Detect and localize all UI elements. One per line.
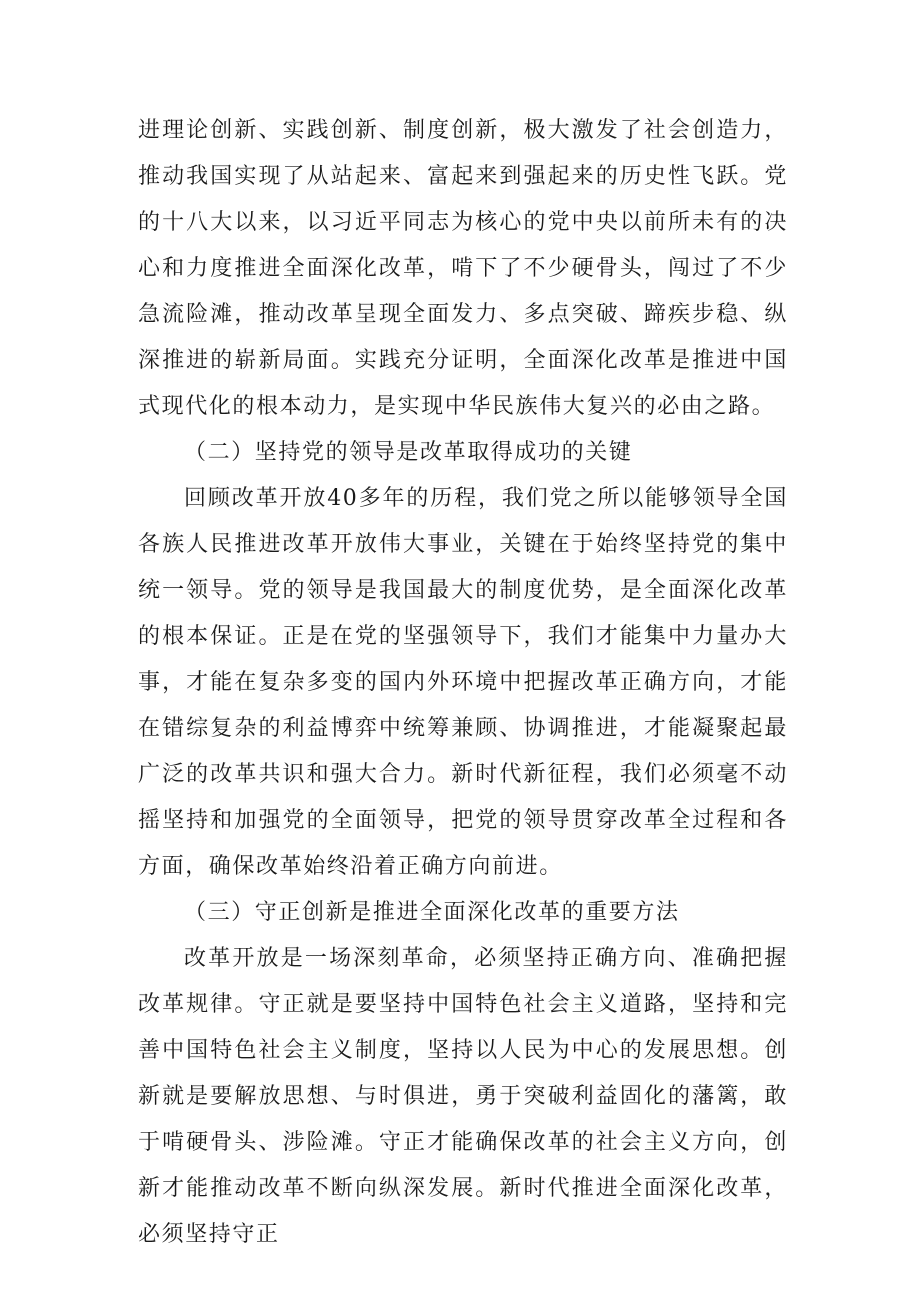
section-heading-2: （二）坚持党的领导是改革取得成功的关键 [184, 440, 633, 465]
paragraph-continued: 进理论创新、实践创新、制度创新，极大激发了社会创造力，推动我国实现了从站起来、富起来到强起来的历史性飞跃。党的十八大以来，以习近平同志为核心的党中央以前所未有的决心和力度推进全面深化改革，啃下了不少硬骨头，闯过了不少急流险滩，推动改革呈现全面发力、多点突破、蹄疾步稳、纵深推进的崭新局面。实践充分证明，全面深化改革是推进中国式现代化的根本动力，是实现中华民族伟大复兴的必由之路。 [138, 118, 788, 419]
document-body [138, 108, 788, 1258]
section-heading-3: （三）守正创新是推进全面深化改革的重要方法 [184, 900, 680, 925]
paragraph-innovation: 改革开放是一场深刻革命，必须坚持正确方向、准确把握改革规律。守正就是要坚持中国特色社会主义道路，坚持和完善中国特色社会主义制度，坚持以人民为中心的发展思想。创新就是要解放思想、与时俱进，勇于突破利益固化的藩篱，敢于啃硬骨头、涉险滩。守正才能确保改革的社会主义方向，创新才能推动改革不断向纵深发展。新时代推进全面深化改革，必须坚持守正 [138, 946, 788, 1247]
paragraph-party-leadership: 回顾改革开放40多年的历程，我们党之所以能够领导全国各族人民推进改革开放伟大事业，关键在于始终坚持党的集中统一领导。党的领导是我国最大的制度优势，是全面深化改革的根本保证。正是在党的坚强领导下，我们才能集中力量办大事，才能在复杂多变的国内外环境中把握改革正确方向，才能在错综复杂的利益博弈中统筹兼顾、协调推进，才能凝聚起最广泛的改革共识和强大合力。新时代新征程，我们必须毫不动摇坚持和加强党的全面领导，把党的领导贯穿改革全过程和各方面，确保改革始终沿着正确方向前进。 [138, 486, 788, 879]
